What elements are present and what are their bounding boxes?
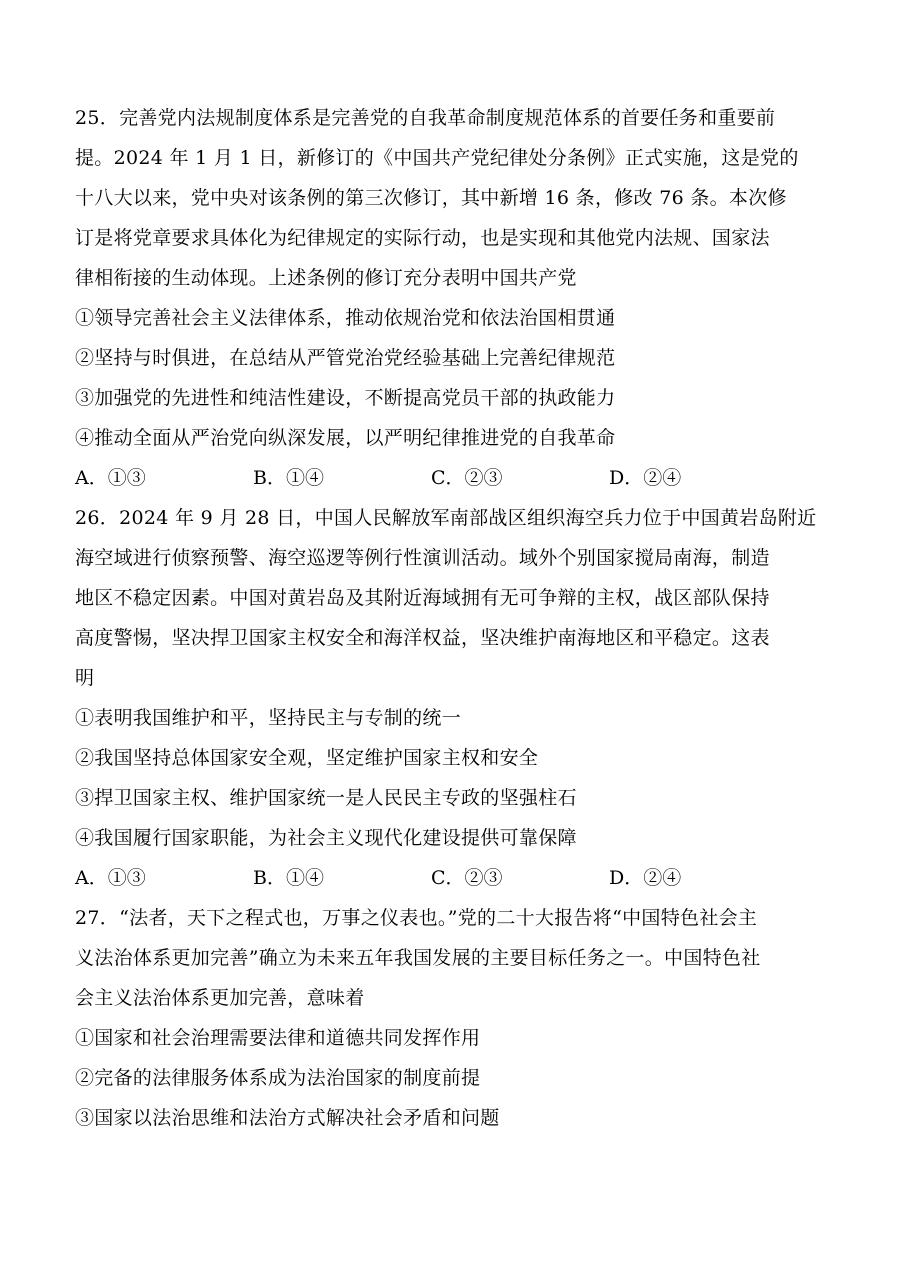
- question-26-option-b[interactable]: B．①④: [253, 867, 324, 889]
- question-25-stem-line-4: 订是将党章要求具体化为纪律规定的实际行动，也是实现和其他党内法规、国家法: [75, 227, 770, 249]
- question-27-statement-3: ③国家以法治思维和法治方式解决社会矛盾和问题: [75, 1107, 500, 1129]
- question-25-option-c[interactable]: C．②③: [431, 467, 503, 489]
- question-26-option-d[interactable]: D．②④: [609, 867, 682, 889]
- question-26-stem-line-2: 海空域进行侦察预警、海空巡逻等例行性演训活动。域外个别国家搅局南海，制造: [75, 547, 770, 569]
- question-27-stem-line-2: 义法治体系更加完善”确立为未来五年我国发展的主要目标任务之一。中国特色社: [75, 947, 761, 969]
- question-26-option-c[interactable]: C．②③: [431, 867, 503, 889]
- question-26: [75, 498, 835, 898]
- question-26-option-a[interactable]: A．①③: [75, 867, 146, 889]
- question-25-option-a[interactable]: A．①③: [75, 467, 146, 489]
- question-25-statement-1: ①领导完善社会主义法律体系，推动依规治党和依法治国相贯通: [75, 307, 616, 329]
- question-27-statement-2: ②完备的法律服务体系成为法治国家的制度前提: [75, 1067, 481, 1089]
- question-27-statement-1: ①国家和社会治理需要法律和道德共同发挥作用: [75, 1027, 481, 1049]
- question-27-stem-line-3: 会主义法治体系更加完善，意味着: [75, 987, 365, 1009]
- question-25-option-b[interactable]: B．①④: [253, 467, 324, 489]
- question-25: [75, 98, 835, 498]
- question-25-statement-3: ③加强党的先进性和纯洁性建设，不断提高党员干部的执政能力: [75, 387, 616, 409]
- question-27-stem-line-1: 27．“法者，天下之程式也，万事之仪表也。”党的二十大报告将“中国特色社会主: [75, 907, 758, 929]
- question-26-stem-line-3: 地区不稳定因素。中国对黄岩岛及其附近海域拥有无可争辩的主权，战区部队保持: [75, 587, 770, 609]
- question-25-stem-line-1: 25．完善党内法规制度体系是完善党的自我革命制度规范体系的首要任务和重要前: [75, 107, 776, 129]
- question-26-options: [75, 858, 835, 898]
- exam-page: [75, 98, 835, 1138]
- question-25-option-d[interactable]: D．②④: [609, 467, 682, 489]
- question-26-statement-1: ①表明我国维护和平，坚持民主与专制的统一: [75, 707, 462, 729]
- question-25-stem-line-3: 十八大以来，党中央对该条例的第三次修订，其中新增 16 条，修改 76 条。本次修: [75, 187, 787, 209]
- question-26-stem-line-1: 26．2024 年 9 月 28 日，中国人民解放军南部战区组织海空兵力位于中国黄岩岛附近: [75, 507, 817, 529]
- question-25-statement-4: ④推动全面从严治党向纵深发展，以严明纪律推进党的自我革命: [75, 427, 616, 449]
- question-25-stem-line-5: 律相衔接的生动体现。上述条例的修订充分表明中国共产党: [75, 267, 577, 289]
- question-26-stem-line-5: 明: [75, 667, 95, 689]
- question-26-stem-line-4: 高度警惕，坚决捍卫国家主权安全和海洋权益，坚决维护南海地区和平稳定。这表: [75, 627, 770, 649]
- question-26-statement-4: ④我国履行国家职能，为社会主义现代化建设提供可靠保障: [75, 827, 577, 849]
- question-25-statement-2: ②坚持与时俱进，在总结从严管党治党经验基础上完善纪律规范: [75, 347, 616, 369]
- question-25-options: [75, 458, 835, 498]
- question-26-statement-3: ③捍卫国家主权、维护国家统一是人民民主专政的坚强柱石: [75, 787, 577, 809]
- question-26-statement-2: ②我国坚持总体国家安全观，坚定维护国家主权和安全: [75, 747, 539, 769]
- question-27: [75, 898, 835, 1138]
- question-25-stem-line-2: 提。2024 年 1 月 1 日，新修订的《中国共产党纪律处分条例》正式实施，这是党的: [75, 147, 799, 169]
